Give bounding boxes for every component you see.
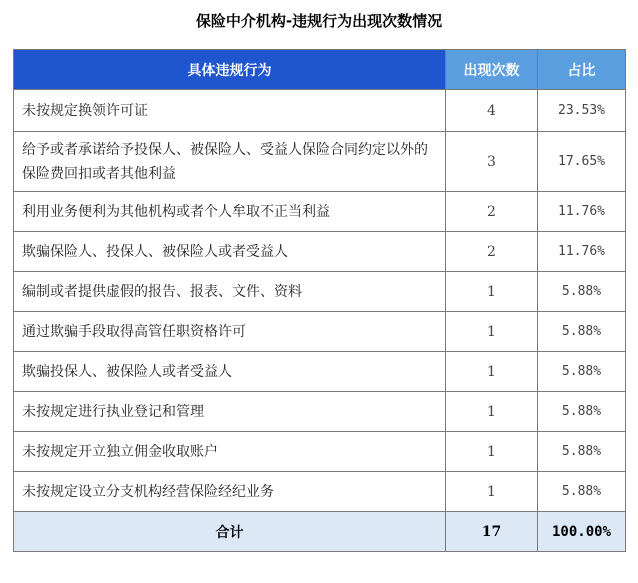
page-title: 保险中介机构-违规行为出现次数情况 xyxy=(195,12,443,30)
column-header-ratio: 占比 xyxy=(538,50,626,90)
count-cell: 1 xyxy=(446,472,538,512)
table-row xyxy=(14,272,626,312)
behavior-cell: 未按规定换领许可证 xyxy=(14,90,446,132)
violations-table xyxy=(13,49,626,552)
ratio-cell: 5.88% xyxy=(538,352,626,392)
column-header-count: 出现次数 xyxy=(446,50,538,90)
count-cell: 1 xyxy=(446,352,538,392)
total-row xyxy=(14,512,626,552)
table-row xyxy=(14,132,626,192)
behavior-cell: 未按规定开立独立佣金收取账户 xyxy=(14,432,446,472)
total-label: 合计 xyxy=(14,512,446,552)
count-cell: 1 xyxy=(446,312,538,352)
table-header-row xyxy=(14,50,626,90)
ratio-cell: 5.88% xyxy=(538,472,626,512)
behavior-cell: 欺骗投保人、被保险人或者受益人 xyxy=(14,352,446,392)
count-cell: 4 xyxy=(446,90,538,132)
ratio-cell: 5.88% xyxy=(538,272,626,312)
ratio-cell: 11.76% xyxy=(538,232,626,272)
table-row xyxy=(14,90,626,132)
ratio-cell: 5.88% xyxy=(538,392,626,432)
behavior-cell: 给予或者承诺给予投保人、被保险人、受益人保险合同约定以外的保险费回扣或者其他利益 xyxy=(14,132,446,192)
total-count: 17 xyxy=(446,512,538,552)
total-ratio: 100.00% xyxy=(538,512,626,552)
behavior-cell: 欺骗保险人、投保人、被保险人或者受益人 xyxy=(14,232,446,272)
count-cell: 1 xyxy=(446,432,538,472)
count-cell: 3 xyxy=(446,132,538,192)
table-row xyxy=(14,392,626,432)
table-row xyxy=(14,432,626,472)
count-cell: 1 xyxy=(446,272,538,312)
count-cell: 2 xyxy=(446,192,538,232)
table-row xyxy=(14,472,626,512)
behavior-cell: 未按规定进行执业登记和管理 xyxy=(14,392,446,432)
behavior-cell: 通过欺骗手段取得高管任职资格许可 xyxy=(14,312,446,352)
ratio-cell: 5.88% xyxy=(538,312,626,352)
ratio-cell: 11.76% xyxy=(538,192,626,232)
behavior-cell: 利用业务便利为其他机构或者个人牟取不正当利益 xyxy=(14,192,446,232)
column-header-behavior: 具体违规行为 xyxy=(14,50,446,90)
ratio-cell: 17.65% xyxy=(538,132,626,192)
ratio-cell: 5.88% xyxy=(538,432,626,472)
table-row xyxy=(14,352,626,392)
table-row xyxy=(14,192,626,232)
table-row xyxy=(14,232,626,272)
behavior-cell: 编制或者提供虚假的报告、报表、文件、资料 xyxy=(14,272,446,312)
count-cell: 2 xyxy=(446,232,538,272)
ratio-cell: 23.53% xyxy=(538,90,626,132)
table-row xyxy=(14,312,626,352)
count-cell: 1 xyxy=(446,392,538,432)
behavior-cell: 未按规定设立分支机构经营保险经纪业务 xyxy=(14,472,446,512)
